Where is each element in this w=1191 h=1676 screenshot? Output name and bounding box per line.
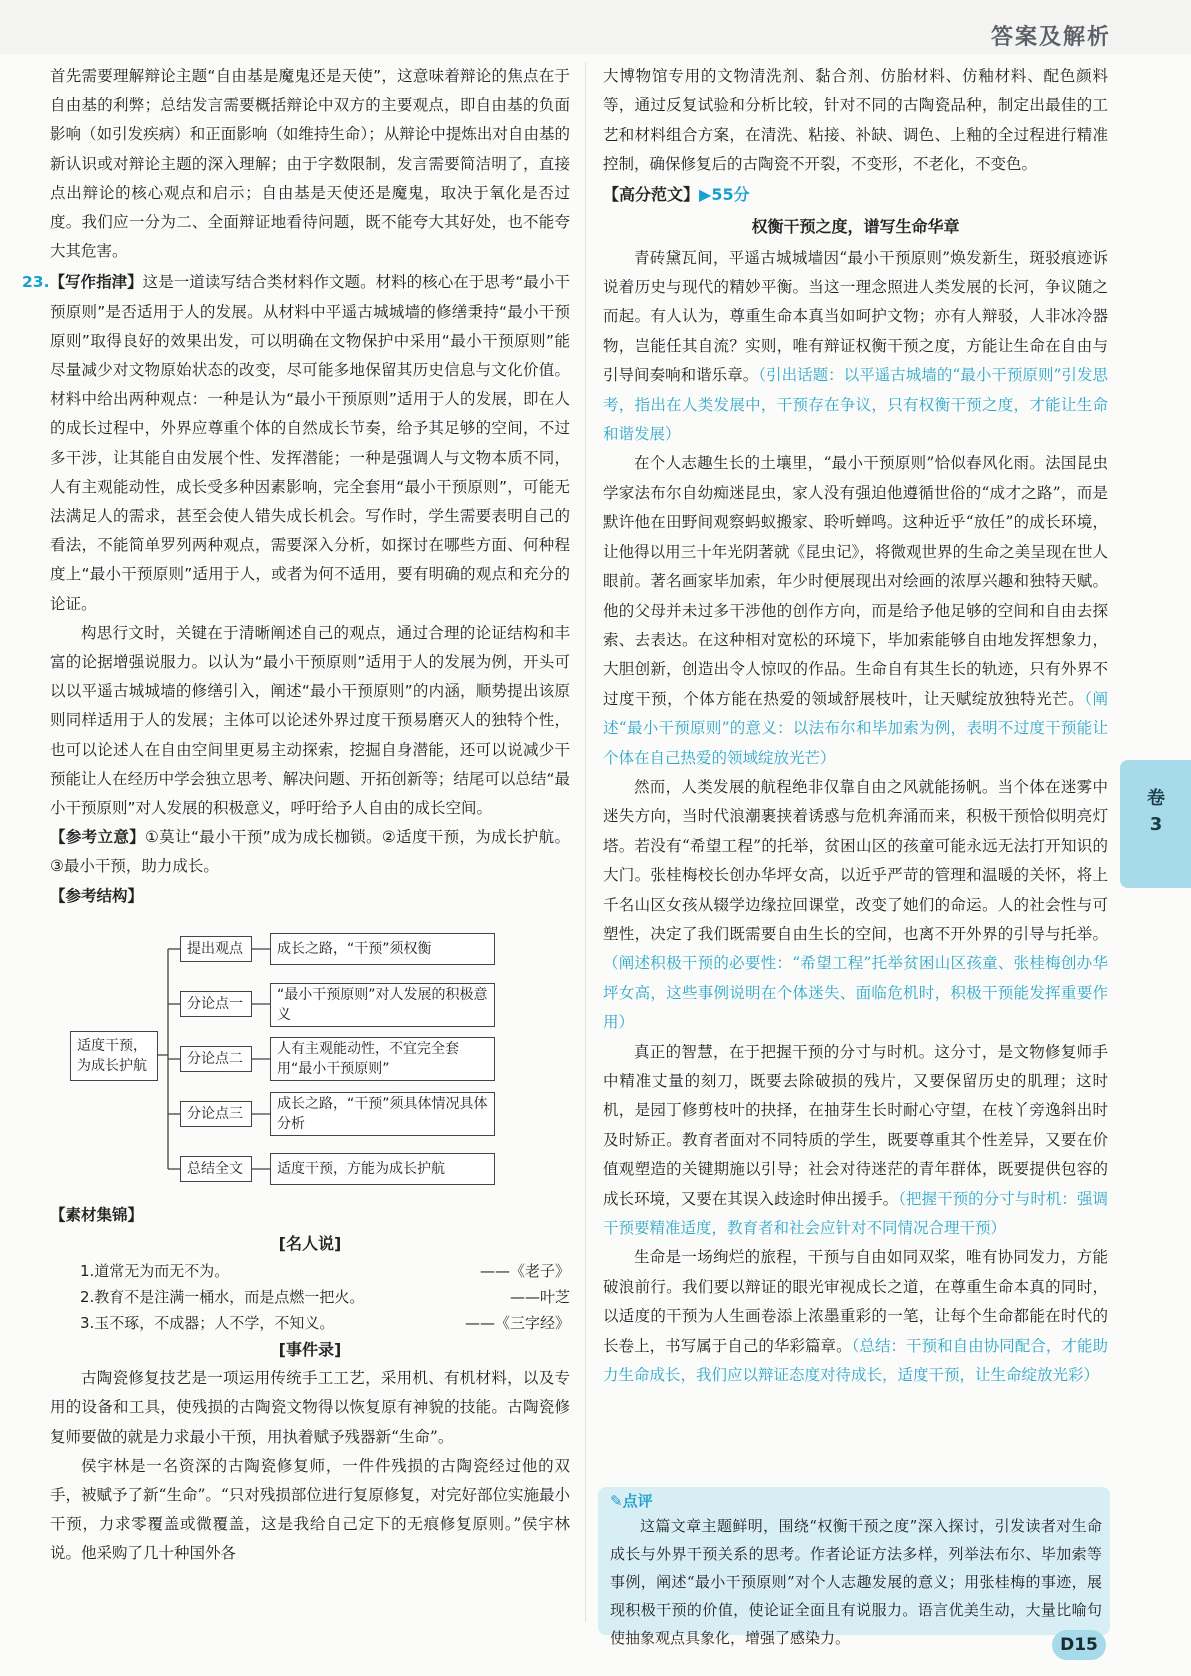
quote-text: 2.教育不是注满一桶水，而是点燃一把火。 [80,1288,365,1307]
pencil-icon: ✎ [610,1492,623,1510]
essay-paragraph-3 [603,773,1108,1038]
right-column [603,62,1108,1390]
ref-struct-label: 【参考结构】 [50,886,144,905]
q23-paragraph [22,268,570,618]
event-paragraph-2: 侯宇林是一名资深的古陶瓷修复师，一件件残损的古陶瓷经过他的双手，被赋予了新“生命”。“只对残损部位进行复原修复，对完好部位实施最小干预，力求零覆盖或微覆盖，这是我给自己定下的无痕修复原则。”侯宇林说。他采购了几十种国外各 [50,1456,570,1563]
diagram-detail-2: “最小干预原则”对人发展的积极意义 [270,983,495,1027]
diagram-node-5: 总结全文 [180,1156,252,1182]
events-title: [事件录] [278,1340,342,1360]
quote-source: ——《三字经》 [464,1314,570,1333]
essay-section-heading [603,180,1108,210]
diagram-root: 适度干预，为成长护航 [70,1031,158,1081]
essay-text: 在个人志趣生长的土壤里，“最小干预原则”恰似春风化雨。法国昆虫学家法布尔自幼痴迷昆虫，家人没有强迫他遵循世俗的“成才之路”，而是默许他在田野间观察蚂蚁搬家、聆听蝉鸣。这种近乎“放任”的成长环境，让他得以用三十年光阴著就《昆虫记》，将微观世界的生命之美呈现在世人眼前。著名画家毕加索，年少时便展现出对绘画的浓厚兴趣和独特天赋。他的父母并未过多干涉他的创作方向，而是给予他足够的空间和自由去探索、去表达。在这种相对宽松的环境下，毕加索能够自由地发挥想象力，大胆创新，创造出令人惊叹的作品。生命自有其生长的轨迹，只有外界不过度干预，个体方能在热爱的领域舒展枝叶，让天赋绽放独特光芒。 [603,454,1108,708]
volume-tab-label [1138,786,1174,838]
quote-item [50,1258,570,1284]
essay-note: （总结：干预和自由协同配合，才能助力生命成长，我们应以辩证态度对待成长，适度干预，让生命绽放光彩） [603,1336,1108,1385]
essay-note: （引出话题：以平遥古城墙的“最小干预原则”引发思考，指出在人类发展中，干预存在争议，只有权衡干预之度，才能让生命和谐发展） [603,366,1108,444]
essay-title: 权衡干预之度，谱写生命华章 [751,216,960,236]
review-text: 这篇文章主题鲜明，围绕“权衡干预之度”深入探讨，引发读者对生命成长与外界干预关系的思考。作者论证方法多样，列举法布尔、毕加索等事例，阐述“最小干预原则”对个人志趣发展的意义；用张桂梅的事迹，展现积极干预的价值，使论证全面且有说服力。语言优美生动，大量比喻句使抽象观点具象化，增强了感染力。 [610,1517,1102,1647]
essay-paragraph-1 [603,244,1108,450]
essay-paragraph-4 [603,1038,1108,1244]
diagram-detail-1: 成长之路，“干预”须权衡 [270,933,495,965]
page-number: D15 [1052,1630,1106,1660]
event-continuation: 大博物馆专用的文物清洗剂、黏合剂、仿胎材料、仿釉材料、配色颜料等，通过反复试验和分析比较，针对不同的古陶瓷品种，制定出最佳的工艺和材料组合方案，在清洗、粘接、补缺、调色、上釉的全过程进行精准控制，确保修复后的古陶瓷不开裂，不变形，不老化，不变色。 [603,67,1108,174]
volume-tab-line1: 卷 [1147,788,1165,809]
diagram-detail-3: 人有主观能动性，不宜完全套用“最小干预原则” [270,1037,495,1081]
q23-text: 这是一道读写结合类材料作文题。材料的核心在于思考“最小干预原则”是否适用于人的发展。从材料中平遥古城城墙的修缮秉持“最小干预原则”取得良好的效果出发，可以明确在文物保护中采用“最小干预原则”能尽量减少对文物原始状态的改变，尽可能多地保留其历史信息与文化价值。材料中给出两种观点：一种是认为“最小干预原则”适用于人的发展，即在人的成长过程中，外界应尊重个体的自然成长节奏，给予其足够的空间，不过多干涉，让其能自由发展个性、发挥潜能；一种是强调人与文物本质不同，人有主观能动性，成长受多种因素影响，完全套用“最小干预原则”，可能无法满足人的需求，甚至会使人错失成长机会。写作时，学生需要表明自己的看法，不能简单罗列两种观点，需要深入分析，如探讨在哪些方面、何种程度上“最小干预原则”适用于人，或者为何不适用，要有明确的观点和充分的论证。 [50,273,570,613]
quote-text: 3.玉不琢，不成器；人不学，不知义。 [80,1314,335,1333]
diagram-node-3: 分论点二 [180,1046,252,1072]
essay-text: 生命是一场绚烂的旅程，干预与自由如同双桨，唯有协同发力，方能破浪前行。我们要以辩证的眼光审视成长之道，在尊重生命本真的同时，以适度的干预为人生画卷添上浓墨重彩的一笔，让每个生命都能在时代的长卷上，书写属于自己的华彩篇章。 [603,1248,1108,1355]
ref-idea-text: ①莫让“最小干预”成为成长枷锁。②适度干预，为成长护航。③最小干预，助力成长。 [50,828,570,876]
diagram-node-2: 分论点一 [180,991,252,1017]
ref-idea [50,823,570,881]
intro-paragraph: 首先需要理解辩论主题“自由基是魔鬼还是天使”，这意味着辩论的焦点在于自由基的利弊；总结发言需要概括辩论中双方的主要观点，即自由基的负面影响（如引发疾病）和正面影响（如维持生命）；从辩论中提炼出对自由基的新认识或对辩论主题的深入理解；由于字数限制，发言需要简洁明了，直接点出辩论的核心观点和启示；自由基是天使还是魔鬼，取决于氧化是否过度。我们应一分为二、全面辩证地看待问题，既不能夸大其好处，也不能夸大其危害。 [50,67,570,261]
q23-paragraph-2: 构思行文时，关键在于清晰阐述自己的观点，通过合理的论证结构和丰富的论据增强说服力。以认为“最小干预原则”适用于人的发展为例，开头可以以平遥古城城墙的修缮引入，阐述“最小干预原则”的内涵，顺势提出该原则同样适用于人的发展；主体可以论述外界过度干预易磨灭人的独特个性，也可以论述人在自由空间里更易主动探索，挖掘自身潜能，还可以说减少干预能让人在经历中学会独立思考、解决问题、开拓创新等；结尾可以总结“最小干预原则”对人发展的积极意义，呼吁给予人自由的成长空间。 [50,623,570,818]
review-label [610,1490,653,1511]
structure-diagram [50,915,570,1195]
diagram-node-1: 提出观点 [180,936,252,962]
quote-source: ——《老子》 [479,1262,570,1281]
essay-text: 真正的智慧，在于把握干预的分寸与时机。这分寸，是文物修复师手中精准丈量的刻刀，既要去除破损的残片，又要保留历史的肌理；这时机，是园丁修剪枝叶的抉择，在抽芽生长时耐心守望，在枝丫旁逸斜出时及时矫正。教育者面对不同特质的学生，既要尊重其个性差异，又要在价值观塑造的关键期施以引导；社会对待迷茫的青年群体，既要提供包容的成长环境，又要在其误入歧途时伸出援手。 [603,1042,1108,1208]
diagram-detail-4: 成长之路，“干预”须具体情况具体分析 [270,1092,495,1136]
ref-idea-label: 【参考立意】 [50,828,146,847]
event-paragraph-1: 古陶瓷修复技艺是一项运用传统手工工艺，采用机、有机材料，以及专用的设备和工具，使残损的古陶瓷文物得以恢复原有神貌的技能。古陶瓷修复师要做的就是力求最小干预，用执着赋予残器新“生命”。 [50,1369,570,1446]
essay-text: 然而，人类发展的航程绝非仅靠自由之风就能扬帆。当个体在迷雾中迷失方向，当时代浪潮裹挟着诱惑与危机奔涌而来，积极干预恰似明亮灯塔。若没有“希望工程”的托举，贫困山区的孩童可能永远无法打开知识的大门。张桂梅校长创办华坪女高，以近乎严苛的管理和温暖的关怀，将上千名山区女孩从辍学边缘拉回课堂，改变了她们的命运。人的社会性与可塑性，决定了我们既需要自由生长的空间，也离不开外界的引导与托举。 [603,777,1108,943]
essay-note: （阐述积极干预的必要性：“希望工程”托举贫困山区孩童、张桂梅创办华坪女高，这些事例说明在个体迷失、面临危机时，积极干预能发挥重要作用） [603,954,1108,1032]
quote-item [50,1310,570,1336]
quote-text: 1.道常无为而无不为。 [80,1262,230,1281]
material-label: 【素材集锦】 [50,1205,144,1224]
essay-text: 青砖黛瓦间，平遥古城城墙因“最小干预原则”焕发新生，斑驳痕迹诉说着历史与现代的精妙平衡。当这一理念照进人类发展的长河，争议随之而起。有人认为，尊重生命本真当如呵护文物；亦有人辩驳，人非冰冷器物，岂能任其自流？实则，唯有辩证权衡干预之度，方能让生命在自由与引导间奏响和谐乐章。 [603,248,1108,385]
essay-label: 【高分范文】 [603,184,700,204]
question-number: 23. [22,273,50,292]
essay-note: （把握干预的分寸与时机：强调干预要精准适度，教育者和社会应针对不同情况合理干预） [603,1189,1108,1238]
diagram-detail-5: 适度干预，方能为成长护航 [270,1153,495,1185]
left-column [22,62,570,1569]
diagram-node-4: 分论点三 [180,1101,252,1127]
quote-item [50,1284,570,1310]
quotes-list [50,1258,570,1336]
page-header-title: 答案及解析 [990,25,1111,50]
column-divider [585,62,586,1622]
essay-score: ▶55分 [699,184,750,204]
quotes-title: [名人说] [278,1234,342,1254]
volume-tab-line2: 3 [1149,814,1163,835]
review-label-text: 点评 [622,1492,653,1510]
essay-paragraph-5 [603,1243,1108,1390]
essay-note: （阐述“最小干预原则”的意义：以法布尔和毕加索为例，表明不过度干预能让个体在自己热爱的领域绽放光芒） [603,689,1108,767]
q23-label: 【写作指津】 [49,273,143,292]
essay-paragraph-2 [603,449,1108,772]
quote-source: ——叶芝 [509,1288,570,1307]
